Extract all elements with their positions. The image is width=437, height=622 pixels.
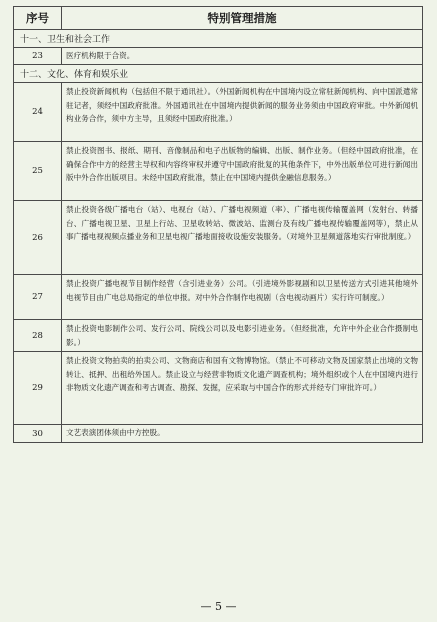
row-text: 禁止投资图书、报纸、期刊、音像制品和电子出版物的编辑、出版、制作业务。（但经中国政府批准，在确保合作中方的经营主导权和内容终审权并遵守中国政府批复的其他条件下，中外出版单位可进行新闻出版中外合作出版项目。未经中国政府批准，禁止在中国境内提供金融信息服务。） (66, 146, 418, 182)
table-row (14, 48, 422, 65)
row-number: 25 (14, 142, 62, 200)
table-row (14, 275, 422, 320)
row-text: 禁止投资文物拍卖的拍卖公司、文物商店和国有文物博物馆。（禁止不可移动文物及国家禁止出境的文物转让、抵押、出租给外国人。禁止设立与经营非物质文化遗产调查机构；境外组织或个人在中国境内进行非物质文化遗产调查和考古调查、勘探、发掘，应采取与中国合作的形式并经专门审批许可。） (66, 356, 418, 392)
row-text: 禁止投资新闻机构（包括但不限于通讯社）。（外国新闻机构在中国境内设立常驻新闻机构、向中国派遣常驻记者，须经中国政府批准。外国通讯社在中国境内提供新闻的服务业务须由中国政府审批。中外新闻机构业务合作，须中方主导，且须经中国政府批准。） (66, 87, 418, 123)
header-measures: 特别管理措施 (207, 11, 277, 25)
section-title: 十一、卫生和社会工作 (14, 30, 422, 48)
table-header (14, 7, 422, 30)
measures-table (13, 6, 423, 443)
table-row (14, 83, 422, 142)
row-text: 禁止投资各级广播电台（站）、电视台（站）、广播电视频道（率）、广播电视传输覆盖网（发射台、转播台、广播电视卫星、卫星上行站、卫星收转站、微波站、监测台及有线广播电视传输覆盖网等），禁止从事广播电视视频点播业务和卫星电视广播地面接收设施安装服务。（对境外卫星频道落地实行审批制度。） (66, 205, 418, 241)
row-number: 24 (14, 83, 62, 141)
row-number: 30 (14, 425, 62, 442)
row-number: 27 (14, 275, 62, 319)
table-row (14, 320, 422, 352)
table-row (14, 352, 422, 425)
page-number: — 5 — (200, 600, 237, 613)
table-row (14, 201, 422, 275)
row-text: 禁止投资广播电视节目制作经营（含引进业务）公司。（引进境外影视剧和以卫星传送方式引进其他境外电视节目由广电总局指定的单位申报。对中外合作制作电视剧（含电视动画片）实行许可制度。） (66, 279, 418, 302)
row-text: 禁止投资电影制作公司、发行公司、院线公司以及电影引进业务。（但经批准，允许中外企业合作摄制电影。） (66, 324, 418, 347)
row-number: 28 (14, 320, 62, 351)
table-row (14, 425, 422, 442)
row-number: 29 (14, 352, 62, 424)
row-number: 26 (14, 201, 62, 274)
row-text: 医疗机构限于合资。 (66, 51, 135, 60)
row-text: 文艺表演团体须由中方控股。 (66, 428, 165, 437)
header-no: 序号 (14, 7, 62, 29)
section-title: 十二、文化、体育和娱乐业 (14, 65, 422, 83)
row-number: 23 (14, 48, 62, 64)
table-row (14, 142, 422, 201)
